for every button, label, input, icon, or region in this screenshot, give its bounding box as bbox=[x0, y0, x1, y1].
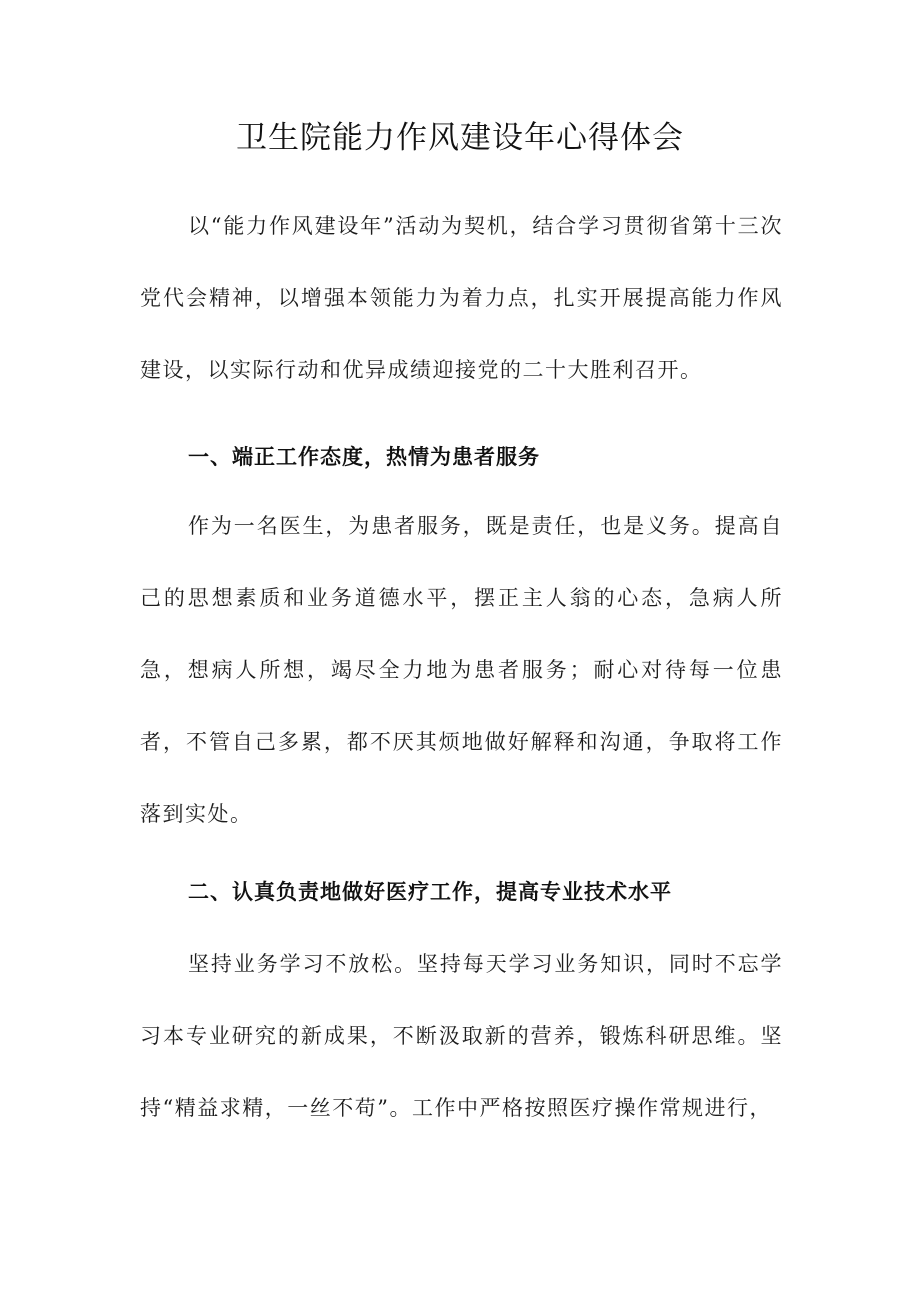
section-1-paragraph: 作为一名医生，为患者服务，既是责任，也是义务。提高自己的思想素质和业务道德水平，摆正主人翁的心态，急病人所急，想病人所想，竭尽全力地为患者服务；耐心对待每一位患者，不管自己多累，都不厌其烦地做好解释和沟通，争取将工作落到实处。 bbox=[140, 514, 783, 826]
section-1-heading: 一、端正工作态度，热情为患者服务 bbox=[188, 445, 540, 469]
document-title: 卫生院能力作风建设年心得体会 bbox=[236, 120, 684, 156]
section-2-paragraph: 坚持业务学习不放松。坚持每天学习业务知识，同时不忘学习本专业研究的新成果，不断汲取新的营养，锻炼科研思维。坚持“精益求精，一丝不苟”。工作中严格按照医疗操作常规进行， bbox=[140, 952, 783, 1120]
section-2-heading: 二、认真负责地做好医疗工作，提高专业技术水平 bbox=[188, 880, 672, 904]
intro-paragraph: 以“能力作风建设年”活动为契机，结合学习贯彻省第十三次党代会精神，以增强本领能力为着力点，扎实开展提高能力作风建设，以实际行动和优异成绩迎接党的二十大胜利召开。 bbox=[140, 214, 783, 382]
